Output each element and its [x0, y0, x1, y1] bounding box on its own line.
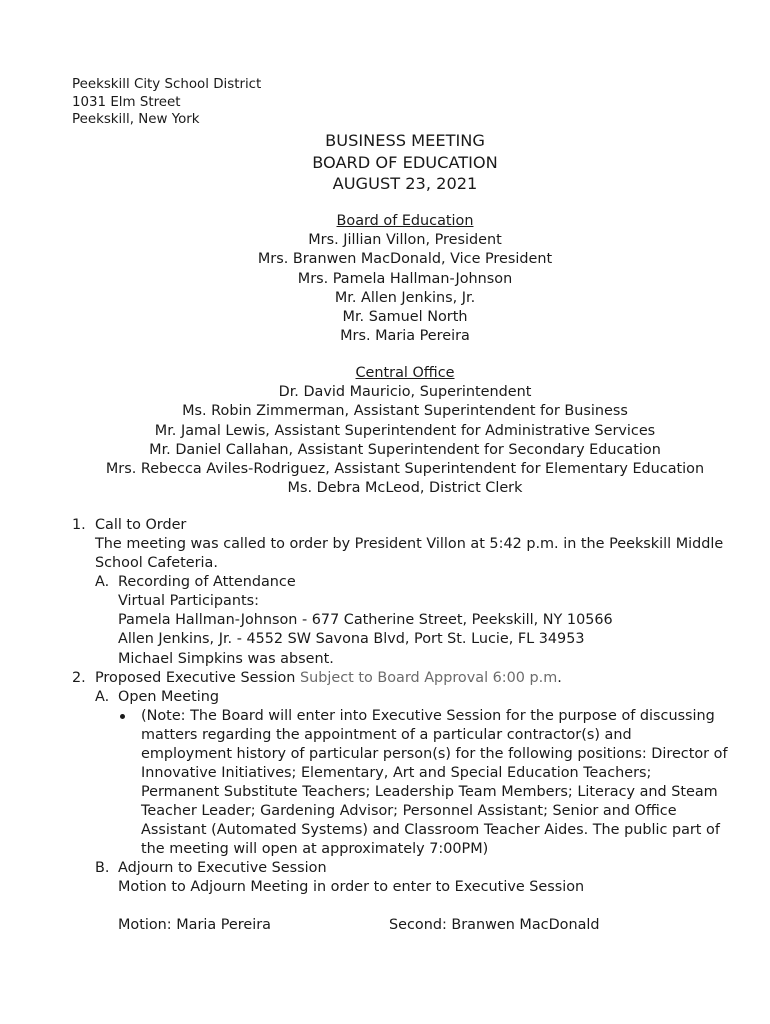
board-member: Mrs. Pamela Hallman-Johnson: [297, 270, 513, 287]
item-2-title: Proposed Executive Session: [95, 670, 296, 686]
office-heading: Central Office: [355, 365, 455, 381]
virtual-participant: Pamela Hallman-Johnson - 677 Catherine Street, Peekskill, NY 10566: [118, 612, 613, 628]
virtual-participant: Allen Jenkins, Jr. - 4552 SW Savona Blvd, Port St. Lucie, FL 34953: [118, 631, 585, 647]
board-member: Mrs. Branwen MacDonald, Vice President: [257, 251, 553, 268]
absent-note: Michael Simpkins was absent.: [118, 651, 334, 667]
executive-session-note: Innovative Initiatives; Elementary, Art and Special Education Teachers;: [141, 765, 652, 781]
item-1a-letter: A.: [95, 574, 110, 590]
title-line-2: BOARD OF EDUCATION: [312, 152, 498, 172]
motion-by: Motion: Maria Pereira: [118, 917, 271, 933]
district-street: 1031 Elm Street: [72, 94, 181, 110]
executive-session-note: matters regarding the appointment of a particular contractor(s) and: [141, 727, 632, 743]
office-member: Ms. Debra McLeod, District Clerk: [287, 480, 523, 497]
second-by: Second: Branwen MacDonald: [389, 917, 600, 933]
office-member: Dr. David Mauricio, Superintendent: [278, 384, 532, 401]
item-1-title: Call to Order: [95, 517, 187, 533]
item-1-number: 1.: [72, 517, 86, 533]
item-1-text: The meeting was called to order by President Villon at 5:42 p.m. in the Peekskill Middle: [95, 536, 724, 552]
board-member: Mrs. Jillian Villon, President: [308, 232, 502, 249]
office-member: Mrs. Rebecca Aviles-Rodriguez, Assistant Superintendent for Elementary Education: [105, 461, 705, 478]
adjourn-motion-text: Motion to Adjourn Meeting in order to enter to Executive Session: [118, 879, 585, 895]
title-line-1: BUSINESS MEETING: [325, 131, 485, 150]
executive-session-note: employment history of particular person(s) for the following positions: Director of: [141, 746, 728, 762]
district-name: Peekskill City School District: [72, 77, 262, 92]
executive-session-note: the meeting will open at approximately 7:00PM): [141, 841, 489, 857]
board-member: Mr. Samuel North: [342, 309, 468, 326]
board-member: Mrs. Maria Pereira: [340, 328, 470, 345]
central-office-section: [0, 364, 770, 498]
board-heading: Board of Education: [336, 213, 474, 229]
board-member: Mr. Allen Jenkins, Jr.: [334, 289, 476, 306]
item-2a-letter: A.: [95, 689, 110, 705]
district-city: Peekskill, New York: [72, 112, 200, 127]
executive-session-note: Teacher Leader; Gardening Advisor; Personnel Assistant; Senior and Office: [141, 803, 677, 819]
item-2a-title: Open Meeting: [118, 689, 220, 705]
district-address: [72, 76, 261, 129]
item-2b-letter: B.: [95, 860, 110, 876]
item-2-number: 2.: [72, 670, 86, 686]
item-2b-title: Adjourn to Executive Session: [118, 860, 327, 876]
office-member: Ms. Robin Zimmerman, Assistant Superintendent for Business: [182, 403, 628, 420]
item-2-heading: [95, 669, 562, 688]
executive-session-note: (Note: The Board will enter into Executive Session for the purpose of discussing: [141, 708, 715, 724]
item-2-subject: Subject to Board Approval 6:00 p.m: [299, 670, 558, 686]
office-member: Mr. Jamal Lewis, Assistant Superintendent for Administrative Services: [154, 422, 656, 439]
executive-session-note: Permanent Substitute Teachers; Leadership Team Members; Literacy and Steam: [141, 784, 718, 800]
bullet-icon: [120, 714, 125, 719]
office-member: Mr. Daniel Callahan, Assistant Superintendent for Secondary Education: [149, 441, 661, 458]
item-1a-title: Recording of Attendance: [118, 574, 296, 590]
virtual-participants-label: Virtual Participants:: [118, 593, 259, 609]
item-2-period: .: [557, 670, 562, 686]
title-date: AUGUST 23, 2021: [332, 174, 478, 193]
meeting-title: [0, 130, 770, 195]
item-1-text: School Cafeteria.: [95, 555, 218, 571]
board-section: [0, 212, 770, 346]
executive-session-note: Assistant (Automated Systems) and Classroom Teacher Aides. The public part of: [141, 822, 720, 838]
